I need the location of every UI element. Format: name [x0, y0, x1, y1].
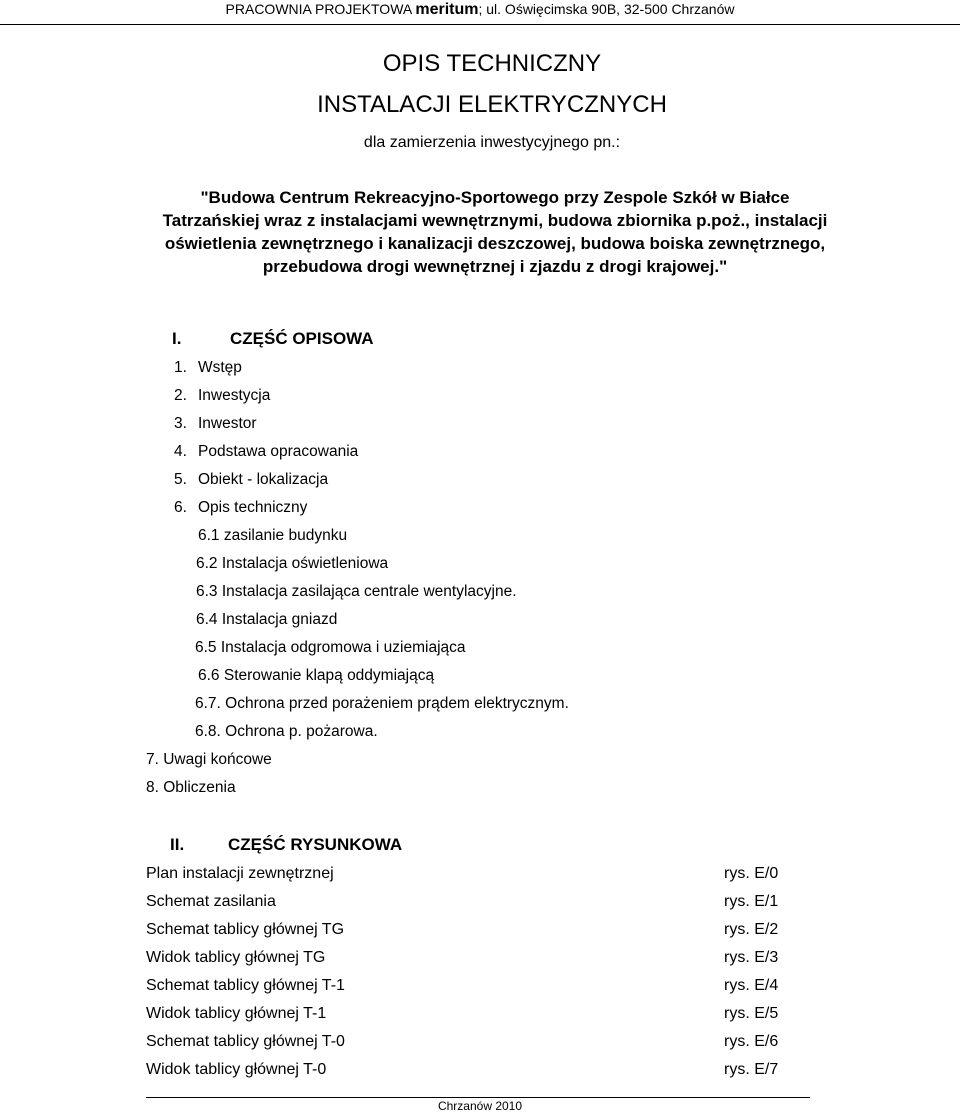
- toc-subitem: 6.3 Instalacja zasilająca centrale wentylacyjne.: [196, 583, 517, 600]
- toc-subitem: 6.4 Instalacja gniazd: [196, 611, 338, 628]
- toc-item: 8. Obliczenia: [146, 779, 236, 796]
- drawing-label: Widok tablicy głównej TG: [146, 949, 326, 966]
- document-title: OPIS TECHNICZNY: [382, 50, 602, 77]
- document-title-line2: INSTALACJI ELEKTRYCZNYCH: [317, 91, 667, 118]
- section-number: II.: [170, 835, 185, 854]
- drawing-label: Schemat tablicy głównej T-1: [146, 977, 345, 994]
- drawing-label: Widok tablicy głównej T-1: [146, 1005, 327, 1022]
- drawing-ref: rys. E/1: [724, 893, 779, 910]
- toc-subitem: 6.2 Instalacja oświetleniowa: [196, 555, 389, 572]
- toc-subitem: 6.8. Ochrona p. pożarowa.: [195, 723, 378, 740]
- toc-item: 3. Inwestor: [174, 415, 257, 432]
- toc-item: 4. Podstawa opracowania: [174, 443, 359, 460]
- drawing-label: Schemat zasilania: [146, 893, 276, 910]
- drawing-ref: rys. E/6: [724, 1033, 779, 1050]
- footer-divider: [146, 1097, 810, 1098]
- drawing-label: Schemat tablicy głównej TG: [146, 921, 345, 938]
- section-heading-part2: [170, 834, 402, 856]
- drawing-ref: rys. E/2: [724, 921, 779, 938]
- toc-subitem: 6.7. Ochrona przed porażeniem prądem elektrycznym.: [195, 695, 569, 712]
- section-label: CZĘŚĆ RYSUNKOWA: [228, 835, 403, 854]
- toc-subitem: 6.1 zasilanie budynku: [198, 527, 348, 544]
- drawing-ref: rys. E/0: [724, 865, 779, 882]
- toc-subitem: 6.6 Sterowanie klapą oddymiającą: [198, 667, 435, 684]
- drawing-label: Plan instalacji zewnętrznej: [146, 865, 334, 882]
- project-name: "Budowa Centrum Rekreacyjno-Sportowego przy Zespole Szkół w Białce Tatrzańskiej wraz z instalacjami wewnętrznymi, budowa zbiornika p.poż., instalacji oświetlenia zewnętrznego i kanalizacji deszczowej, budowa boiska zewnętrznego, przebudowa drogi wewnętrznej i zjazdu z drogi krajowej.": [162, 188, 828, 276]
- header-prefix: PRACOWNIA PROJEKTOWA: [225, 1, 416, 17]
- section-number: I.: [172, 329, 182, 348]
- document-subtitle: dla zamierzenia inwestycyjnego pn.:: [363, 134, 621, 151]
- toc-subitem: 6.5 Instalacja odgromowa i uziemiająca: [195, 639, 466, 656]
- toc-item: 7. Uwagi końcowe: [146, 751, 272, 768]
- header-brand: meritum: [415, 1, 479, 18]
- page-header: [0, 0, 960, 19]
- toc-item: 1. Wstęp: [174, 359, 242, 376]
- drawing-ref: rys. E/4: [724, 977, 779, 994]
- toc-item: 2. Inwestycja: [174, 387, 271, 404]
- header-divider: [0, 24, 960, 25]
- header-suffix: ; ul. Oświęcimska 90B, 32-500 Chrzanów: [478, 1, 735, 17]
- section-heading-part1: [172, 328, 374, 350]
- drawing-label: Widok tablicy głównej T-0: [146, 1061, 327, 1078]
- drawing-ref: rys. E/7: [724, 1061, 779, 1078]
- drawing-ref: rys. E/3: [724, 949, 779, 966]
- toc-item: 6. Opis techniczny: [174, 499, 308, 516]
- drawing-ref: rys. E/5: [724, 1005, 779, 1022]
- section-label: CZĘŚĆ OPISOWA: [230, 329, 374, 348]
- toc-item: 5. Obiekt - lokalizacja: [174, 471, 329, 488]
- drawing-label: Schemat tablicy głównej T-0: [146, 1033, 345, 1050]
- page-footer: Chrzanów 2010: [437, 1099, 523, 1113]
